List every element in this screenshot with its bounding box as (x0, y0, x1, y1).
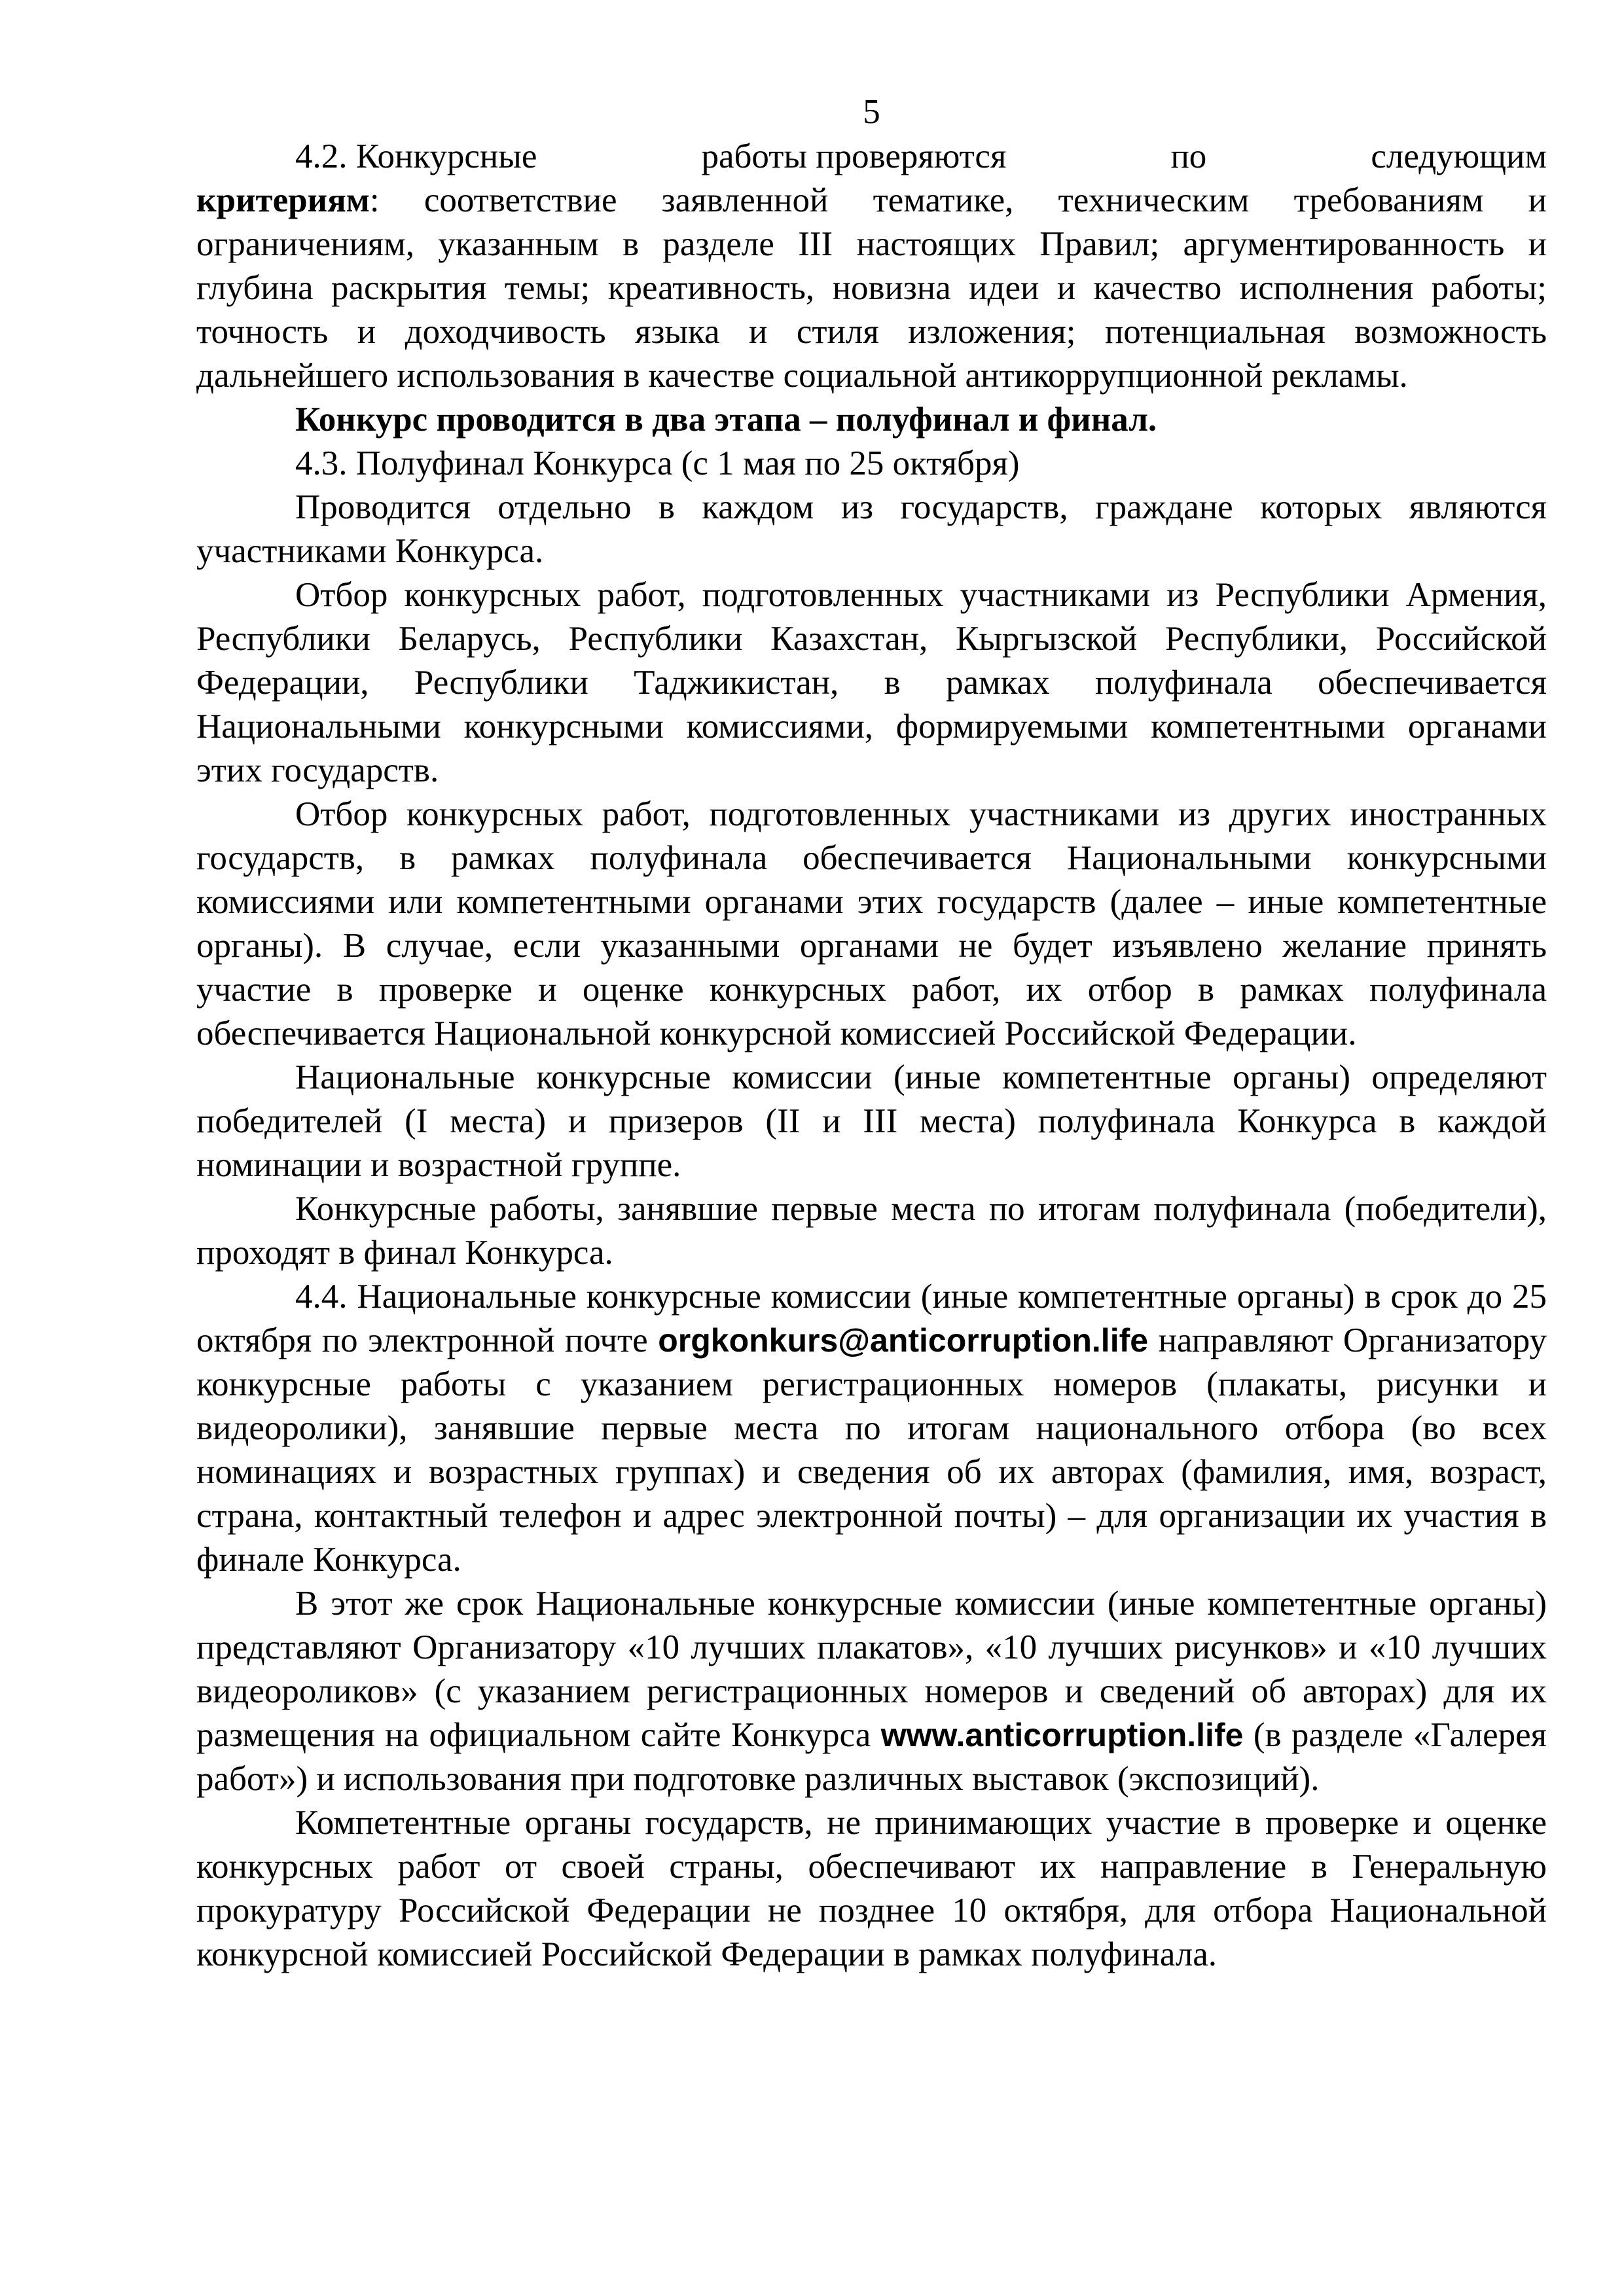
paragraph-4-4-after: направляют Организатору конкурсные работы с указанием регистрационных номеров (плакаты, рисунки и видеоролики), занявшие первые места по итогам национального отбора (во всех номинациях и возрастных группах) и сведения об их авторах (фамилия, имя, возраст, страна, контактный телефон и адрес электронной почты) – для организации их участия в финале Конкурса. (196, 1321, 1547, 1579)
paragraph-4-2-word: по (1170, 137, 1207, 175)
paragraph-4-4 (196, 1275, 1547, 1582)
official-site-link[interactable]: www.anticorruption.life (880, 1717, 1244, 1753)
criteria-bold: критериям (196, 181, 370, 219)
organizer-email-link[interactable]: orgkonkurs@anticorruption.life (658, 1322, 1149, 1359)
paragraph-4-2-word: работы проверяются (701, 137, 1007, 175)
paragraph-4-4-b-after: (в разделе «Галерея работ») и использования при подготовке различных выставок (экспозиций). (196, 1716, 1547, 1798)
criteria-text: : соответствие заявленной тематике, техническим требованиям и ограничениям, указанным в разделе III настоящих Правил; аргументированность и глубина раскрытия темы; креативность, новизна идеи и качество исполнения работы; точность и доходчивость языка и стиля изложения; потенциальная возможность дальнейшего использования в качестве социальной антикоррупционной рекламы. (196, 181, 1547, 395)
paragraph-4-3-e: Конкурсные работы, занявшие первые места по итогам полуфинала (победители), проходят в финал Конкурса. (196, 1190, 1547, 1272)
paragraph-4-2-first-line (196, 135, 1547, 179)
paragraph-4-3-a: Проводится отдельно в каждом из государств, граждане которых являются участниками Конкурса. (196, 488, 1547, 570)
page-number: 5 (863, 93, 880, 131)
paragraph-4-3-title: 4.3. Полуфинал Конкурса (с 1 мая по 25 октября) (295, 444, 1020, 482)
paragraph-4-2-word: следующим (1371, 137, 1547, 175)
paragraph-4-4-before: 4.4. Национальные конкурсные комиссии (иные компетентные органы) в срок до 25 октября по электронной почте (196, 1278, 1547, 1359)
stages-heading (196, 398, 1547, 442)
paragraph-4-3-d: Национальные конкурсные комиссии (иные компетентные органы) определяют победителей (I места) и призеров (II и III места) полуфинала Конкурса в каждой номинации и возрастной группе. (196, 1058, 1547, 1184)
paragraph-4-2 (196, 135, 1547, 398)
paragraph-4-2-body (196, 179, 1547, 398)
paragraph-4-4-b-before: В этот же срок Национальные конкурсные комиссии (иные компетентные органы) представляют Организатору «10 лучших плакатов», «10 лучших рисунков» и «10 лучших видеороликов» (с указанием регистрационных номеров и сведений об авторах) для их размещения на официальном сайте Конкурса (196, 1585, 1547, 1754)
paragraph-4-3-b: Отбор конкурсных работ, подготовленных участниками из Республики Армения, Республики Беларусь, Республики Казахстан, Кыргызской Республики, Российской Федерации, Республики Таджикистан, в рамках полуфинала обеспечивается Национальными конкурсными комиссиями, формируемыми компетентными органами этих государств. (196, 576, 1547, 789)
paragraph-4-2-word: 4.2. Конкурсные (295, 137, 537, 175)
stages-bold-text: Конкурс проводится в два этапа – полуфинал и финал. (295, 401, 1157, 439)
paragraph-4-4-c: Компетентные органы государств, не принимающих участие в проверке и оценке конкурсных работ от своей страны, обеспечивают их направление в Генеральную прокуратуру Российской Федерации не позднее 10 октября, для отбора Национальной конкурсной комиссией Российской Федерации в рамках полуфинала. (196, 1804, 1547, 1973)
paragraph-4-4-b (196, 1582, 1547, 1801)
paragraph-4-3-c: Отбор конкурсных работ, подготовленных участниками из других иностранных государств, в рамках полуфинала обеспечивается Национальными конкурсными комиссиями или компетентными органами этих государств (далее – иные компетентные органы). В случае, если указанными органами не будет изъявлено желание принять участие в проверке и оценке конкурсных работ, их отбор в рамках полуфинала обеспечивается Национальной конкурсной комиссией Российской Федерации. (196, 795, 1547, 1052)
